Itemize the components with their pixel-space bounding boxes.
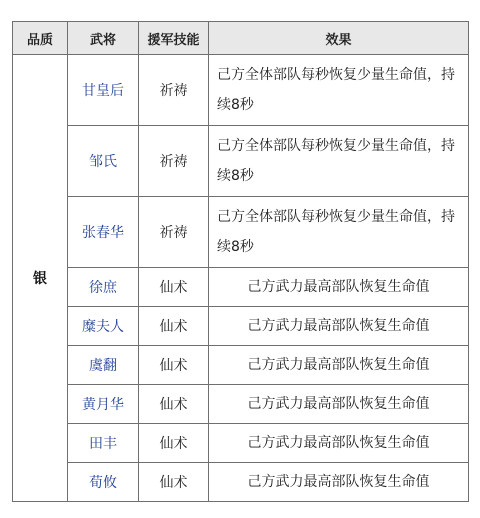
header-quality: 品质 xyxy=(13,22,68,55)
effect-text: 己方全体部队每秒恢复少量生命值，持续8秒 xyxy=(209,55,469,126)
general-name: 张春华 xyxy=(68,197,139,268)
table-row xyxy=(13,346,469,385)
table-row xyxy=(13,307,469,346)
table-row xyxy=(13,55,469,126)
skill-name: 祈祷 xyxy=(139,197,209,268)
header-effect: 效果 xyxy=(209,22,469,55)
general-name: 黄月华 xyxy=(68,385,139,424)
reinforcement-skill-table xyxy=(12,21,469,502)
table-row xyxy=(13,197,469,268)
general-name: 田丰 xyxy=(68,424,139,463)
table-row xyxy=(13,126,469,197)
skill-name: 仙术 xyxy=(139,268,209,307)
reinforcement-skill-table-container xyxy=(12,21,468,505)
general-name: 徐庶 xyxy=(68,268,139,307)
effect-text: 己方武力最高部队恢复生命值 xyxy=(209,307,469,346)
header-general: 武将 xyxy=(68,22,139,55)
general-name: 荀攸 xyxy=(68,463,139,502)
skill-name: 祈祷 xyxy=(139,55,209,126)
effect-text: 己方武力最高部队恢复生命值 xyxy=(209,463,469,502)
skill-name: 仙术 xyxy=(139,385,209,424)
skill-name: 仙术 xyxy=(139,346,209,385)
effect-text: 己方全体部队每秒恢复少量生命值，持续8秒 xyxy=(209,197,469,268)
general-name: 糜夫人 xyxy=(68,307,139,346)
effect-text: 己方武力最高部队恢复生命值 xyxy=(209,268,469,307)
effect-text: 己方全体部队每秒恢复少量生命值，持续8秒 xyxy=(209,126,469,197)
table-row xyxy=(13,424,469,463)
table-row xyxy=(13,385,469,424)
quality-cell: 银 xyxy=(13,55,68,502)
general-name: 邹氏 xyxy=(68,126,139,197)
header-skill: 援军技能 xyxy=(139,22,209,55)
table-header-row xyxy=(13,22,469,55)
table-row xyxy=(13,463,469,502)
effect-text: 己方武力最高部队恢复生命值 xyxy=(209,346,469,385)
effect-text: 己方武力最高部队恢复生命值 xyxy=(209,424,469,463)
skill-name: 仙术 xyxy=(139,307,209,346)
table-row xyxy=(13,268,469,307)
general-name: 甘皇后 xyxy=(68,55,139,126)
skill-name: 仙术 xyxy=(139,463,209,502)
general-name: 虞翻 xyxy=(68,346,139,385)
effect-text: 己方武力最高部队恢复生命值 xyxy=(209,385,469,424)
skill-name: 祈祷 xyxy=(139,126,209,197)
skill-name: 仙术 xyxy=(139,424,209,463)
